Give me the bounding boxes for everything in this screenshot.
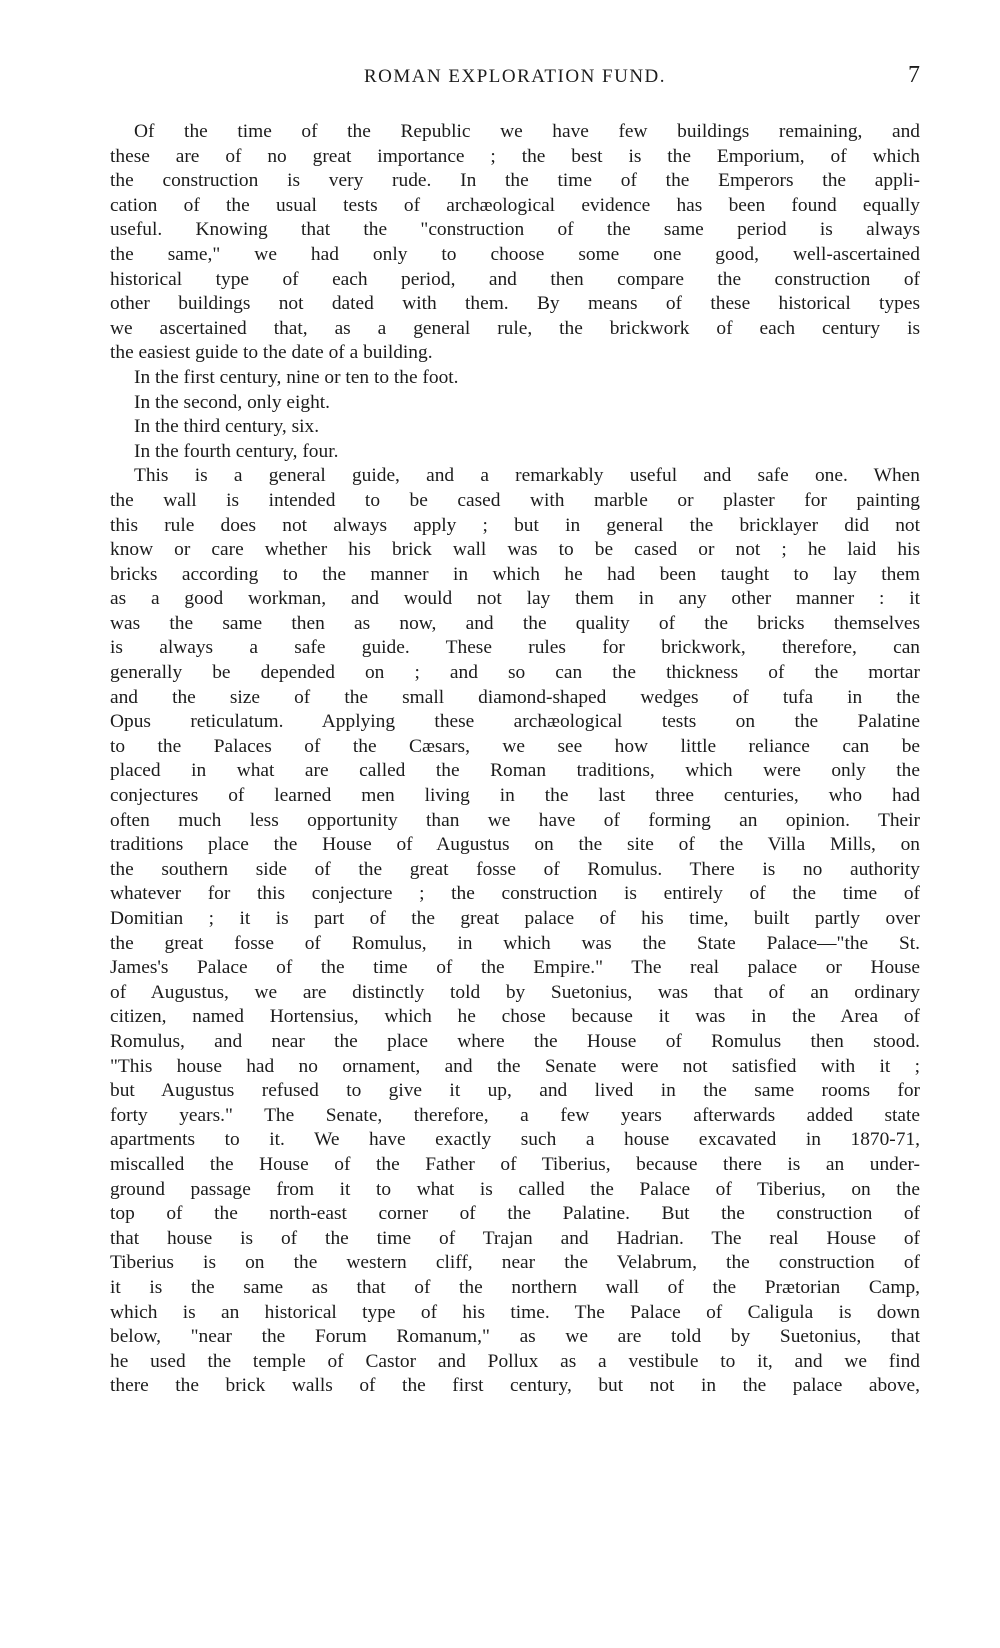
text-line: he used the temple of Castor and Pollux as a vestibule to it, and we find	[110, 1350, 920, 1372]
text-line: Opus reticulatum. Applying these archæological tests on the Palatine	[110, 711, 920, 733]
text-line: this rule does not always apply ; but in general the bricklayer did not	[110, 514, 920, 536]
text-line: as a good workman, and would not lay them in any other manner : it	[110, 588, 920, 610]
running-head	[110, 62, 920, 96]
text-line: the wall is intended to be cased with marble or plaster for painting	[110, 489, 920, 511]
text-line: there the brick walls of the first century, but not in the palace above,	[110, 1375, 920, 1397]
text-line: Domitian ; it is part of the great palace of his time, built partly over	[110, 908, 920, 929]
text-line: but Augustus refused to give it up, and lived in the same rooms for	[110, 1080, 920, 1102]
text-line: This is a general guide, and a remarkably useful and safe one. When	[134, 465, 920, 487]
text-line: generally be depended on ; and so can the thickness of the mortar	[110, 662, 920, 684]
text-line: forty years." The Senate, therefore, a few years afterwards added state	[110, 1104, 920, 1126]
text-line: bricks according to the manner in which he had been taught to lay them	[110, 563, 920, 585]
text-line: useful. Knowing that the "construction of the same period is always	[110, 219, 920, 241]
text-line: In the second, only eight.	[134, 391, 331, 413]
text-line: the easiest guide to the date of a building.	[110, 342, 433, 364]
text-line: James's Palace of the time of the Empire." The real palace or House	[110, 957, 920, 979]
text-line: ground passage from it to what is called the Palace of Tiberius, on the	[110, 1178, 920, 1200]
text-line: top of the north-east corner of the Palatine. But the construction of	[110, 1203, 920, 1225]
text-line: conjectures of learned men living in the last three centuries, who had	[110, 785, 920, 807]
text-line: of Augustus, we are distinctly told by Suetonius, was that of an ordinary	[110, 981, 920, 1003]
text-line: apartments to it. We have exactly such a house excavated in 1870-71,	[110, 1129, 920, 1151]
text-line: the great fosse of Romulus, in which was the State Palace—"the St.	[110, 932, 920, 954]
text-line: "This house had no ornament, and the Senate were not satisfied with it ;	[110, 1055, 920, 1077]
text-line: often much less opportunity than we have of forming an opinion. Their	[110, 809, 920, 831]
text-line: these are of no great importance ; the best is the Emporium, of which	[110, 145, 920, 167]
text-line: cation of the usual tests of archæological evidence has been found equally	[110, 194, 920, 216]
text-line: the same," we had only to choose some one good, well-ascertained	[110, 243, 920, 265]
text-line: the construction is very rude. In the time of the Emperors the appli-	[110, 170, 920, 192]
page-number: 7	[908, 62, 920, 88]
text-line: the southern side of the great fosse of Romulus. There is no authority	[110, 858, 920, 880]
text-line: In the first century, nine or ten to the foot.	[134, 366, 459, 388]
text-line: to the Palaces of the Cæsars, we see how little reliance can be	[110, 735, 920, 757]
text-line: below, "near the Forum Romanum," as we are told by Suetonius, that	[110, 1326, 920, 1348]
text-line: placed in what are called the Roman traditions, which were only the	[110, 760, 920, 782]
text-line: traditions place the House of Augustus on the site of the Villa Mills, on	[110, 834, 920, 856]
text-line: which is an historical type of his time. The Palace of Caligula is down	[110, 1301, 920, 1323]
text-line: Tiberius is on the western cliff, near the Velabrum, the construction of	[110, 1252, 920, 1274]
text-line: Of the time of the Republic we have few buildings remaining, and	[134, 121, 920, 142]
text-line: In the fourth century, four.	[134, 440, 339, 462]
text-line: historical type of each period, and then compare the construction of	[110, 268, 920, 290]
text-line: Romulus, and near the place where the House of Romulus then stood.	[110, 1030, 920, 1052]
text-line: other buildings not dated with them. By means of these historical types	[110, 293, 920, 315]
text-line: miscalled the House of the Father of Tiberius, because there is an under-	[110, 1153, 920, 1175]
running-title: ROMAN EXPLORATION FUND.	[363, 66, 667, 87]
text-line: was the same then as now, and the quality of the bricks themselves	[110, 612, 920, 634]
body-text	[110, 120, 920, 1399]
text-line: it is the same as that of the northern wall of the Prætorian Camp,	[110, 1276, 920, 1298]
text-line: and the size of the small diamond-shaped wedges of tufa in the	[110, 686, 920, 708]
text-line: we ascertained that, as a general rule, the brickwork of each century is	[110, 317, 920, 339]
text-line: that house is of the time of Trajan and Hadrian. The real House of	[110, 1227, 920, 1249]
text-line: know or care whether his brick wall was to be cased or not ; he laid his	[110, 539, 920, 561]
text-line: whatever for this conjecture ; the construction is entirely of the time of	[110, 883, 920, 905]
text-line: is always a safe guide. These rules for brickwork, therefore, can	[110, 637, 920, 659]
text-line: In the third century, six.	[134, 416, 320, 438]
text-line: citizen, named Hortensius, which he chose because it was in the Area of	[110, 1006, 920, 1028]
